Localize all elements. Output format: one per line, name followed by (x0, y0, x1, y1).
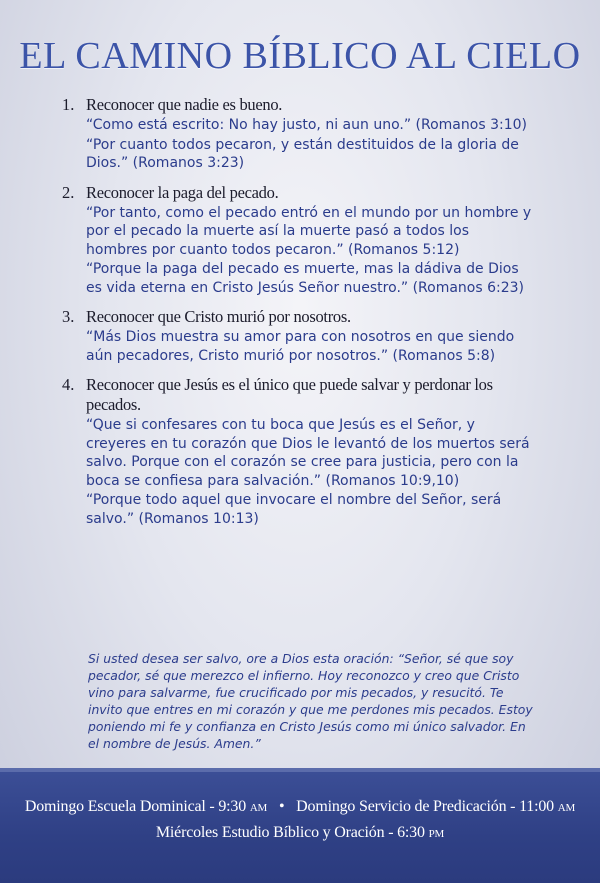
schedule-line-wednesday (0, 824, 600, 842)
bullet-separator: • (278, 798, 285, 815)
wednesday-study-time: Miércoles Estudio Bíblico y Oración - 6:30 (155, 824, 425, 841)
step-2 (62, 183, 532, 298)
step-number: 2. (62, 182, 75, 202)
verse-text: “Porque la paga del pecado es muerte, mas la dádiva de Dios es vida eterna en Cristo Jesús Señor nuestro.” (Romanos 6:23) (86, 261, 525, 296)
sunday-school-time: Domingo Escuela Dominical - 9:30 (24, 798, 246, 815)
step-heading: Reconocer que Jesús es el único que puede salvar y perdonar los pecados. (86, 375, 493, 414)
page-title: EL CAMINO BÍBLICO AL CIELO (19, 35, 581, 77)
verse-text: “Que si confesares con tu boca que Jesús es el Señor, y creyeres en tu corazón que Dios le levantó de los muertos será salvo. Porque con el corazón se cree para justicia, pero con la boca se confiesa para salvación.” (Romanos 10:9,10) (86, 417, 530, 489)
service-schedule (0, 768, 600, 883)
step-number: 4. (62, 375, 75, 394)
verse-text: “Por cuanto todos pecaron, y están destituidos de la gloria de Dios.” (Romanos 3:23) (86, 136, 519, 171)
step-1 (62, 95, 532, 173)
step-number: 1. (62, 95, 75, 114)
verse-text: “Porque todo aquel que invocare el nombre del Señor, será salvo.” (Romanos 10:13) (86, 492, 502, 527)
step-4 (62, 375, 532, 528)
step-3 (62, 307, 532, 365)
verse-text: “Más Dios muestra su amor para con nosotros en que siendo aún pecadores, Cristo murió por nosotros.” (Romanos 5:8) (86, 329, 515, 364)
salvation-prayer: Si usted desea ser salvo, ore a Dios esta oración: “Señor, sé que soy pecador, sé que merezco el infierno. Hoy reconozco y creo que Cristo vino para salvarme, fue crucificado por mis pecados, y resucitó. Te invito que entres en mi corazón y que me perdones mis pecados. Estoy poniendo mi fe y confianza en Cristo Jesús como mi único salvador. En el nombre de Jesús. Amen.” (88, 651, 533, 751)
time-suffix: AM (249, 802, 268, 814)
time-suffix: PM (428, 828, 445, 840)
step-heading: Reconocer la paga del pecado. (86, 182, 279, 202)
step-heading: Reconocer que Cristo murió por nosotros. (86, 307, 351, 326)
step-heading: Reconocer que nadie es bueno. (86, 95, 283, 114)
verse-text: “Como está escrito: No hay justo, ni aun uno.” (Romanos 3:10) (86, 117, 527, 133)
schedule-line-sunday (0, 798, 600, 816)
verse-text: “Por tanto, como el pecado entró en el mundo por un hombre y por el pecado la muerte así la muerte pasó a todos los hombres por cuanto todos pecaron.” (Romanos 5:12) (86, 204, 532, 258)
step-number: 3. (62, 307, 75, 326)
steps-list (62, 95, 532, 538)
sunday-service-time: Domingo Servicio de Predicación - 11:00 (296, 798, 554, 815)
time-suffix: AM (557, 802, 576, 814)
